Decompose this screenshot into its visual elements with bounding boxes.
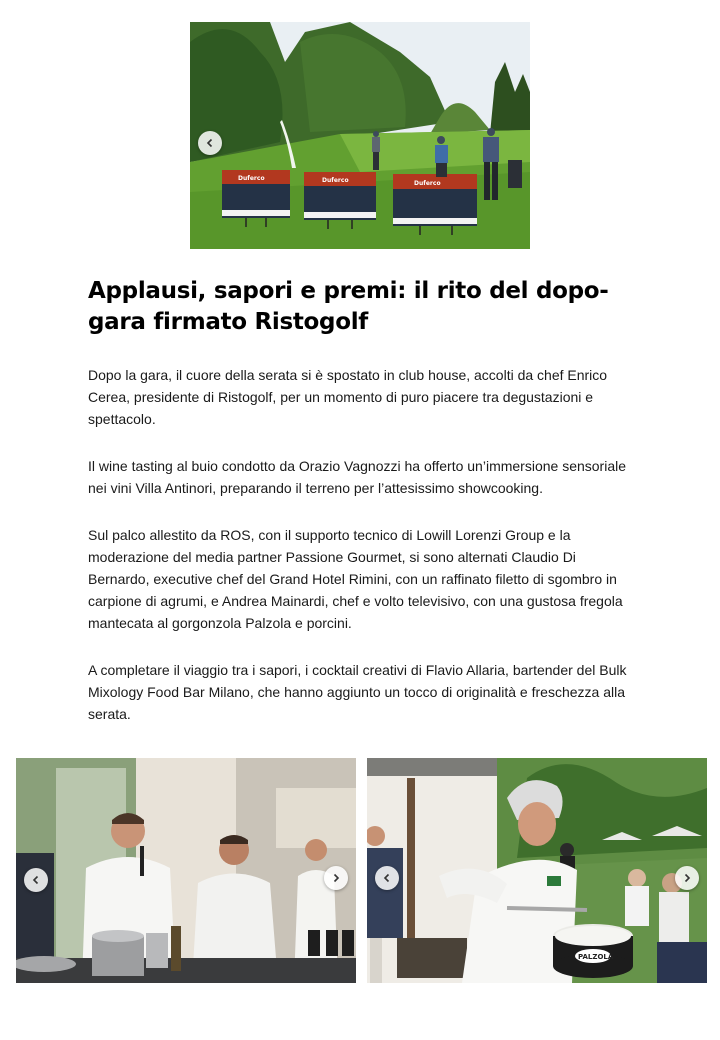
gallery-carousel-left [16,758,356,983]
banner-brand: Duferco [414,180,441,187]
chef-speech-photo [16,758,356,983]
chevron-right-icon [331,873,341,883]
article-title: Applausi, sapori e premi: il rito del dopo-gara firmato Ristogolf [88,278,609,335]
carousel-prev-button[interactable] [198,131,222,155]
article-paragraph-2: Il wine tasting al buio condotto da Orazio Vagnozzi ha offerto un’immersione sensoriale nei vini Villa Antinori, preparando il terreno per l’attesissimo showcooking. [88,458,627,496]
chevron-left-icon [205,138,215,148]
banner-brand: Duferco [322,177,349,184]
article-paragraph-3: Sul palco allestito da ROS, con il supporto tecnico di Lowill Lorenzi Group e la moderazione del media partner Passione Gourmet, si sono alternati Claudio Di Bernardo, executive chef del Grand Hotel Rimini, con un raffinato filetto di sgombro in carpione di agrumi, e Andrea Mainardi, chef e volto televisivo, con una gustosa fregola mantecata al gorgonzola Palzola e porcini. [88,527,623,631]
banner-brand: Duferco [238,175,265,182]
golf-course-photo [190,22,530,249]
article-paragraph-1: Dopo la gara, il cuore della serata si è spostato in club house, accolti da chef Enrico Cerea, presidente di Ristogolf, per un momento di puro piacere tra degustazioni e spettacolo. [88,367,608,427]
carousel-next-button[interactable] [324,866,348,890]
chevron-left-icon [31,875,41,885]
hero-carousel [190,22,530,249]
carousel-prev-button[interactable] [24,868,48,892]
palzola-label: PALZOLA [578,953,614,961]
carousel-prev-button[interactable] [375,866,399,890]
chevron-right-icon [682,873,692,883]
sponsor-banner-right [393,174,477,235]
article-body [88,276,636,750]
gallery-carousel-right [367,758,707,983]
chevron-left-icon [382,873,392,883]
carousel-next-button[interactable] [675,866,699,890]
chef-cooking-photo [367,758,707,983]
article-paragraph-4: A completare il viaggio tra i sapori, i cocktail creativi di Flavio Allaria, bartender del Bulk Mixology Food Bar Milano, che hanno aggiunto un tocco di originalità e freschezza alla serata. [88,662,627,722]
